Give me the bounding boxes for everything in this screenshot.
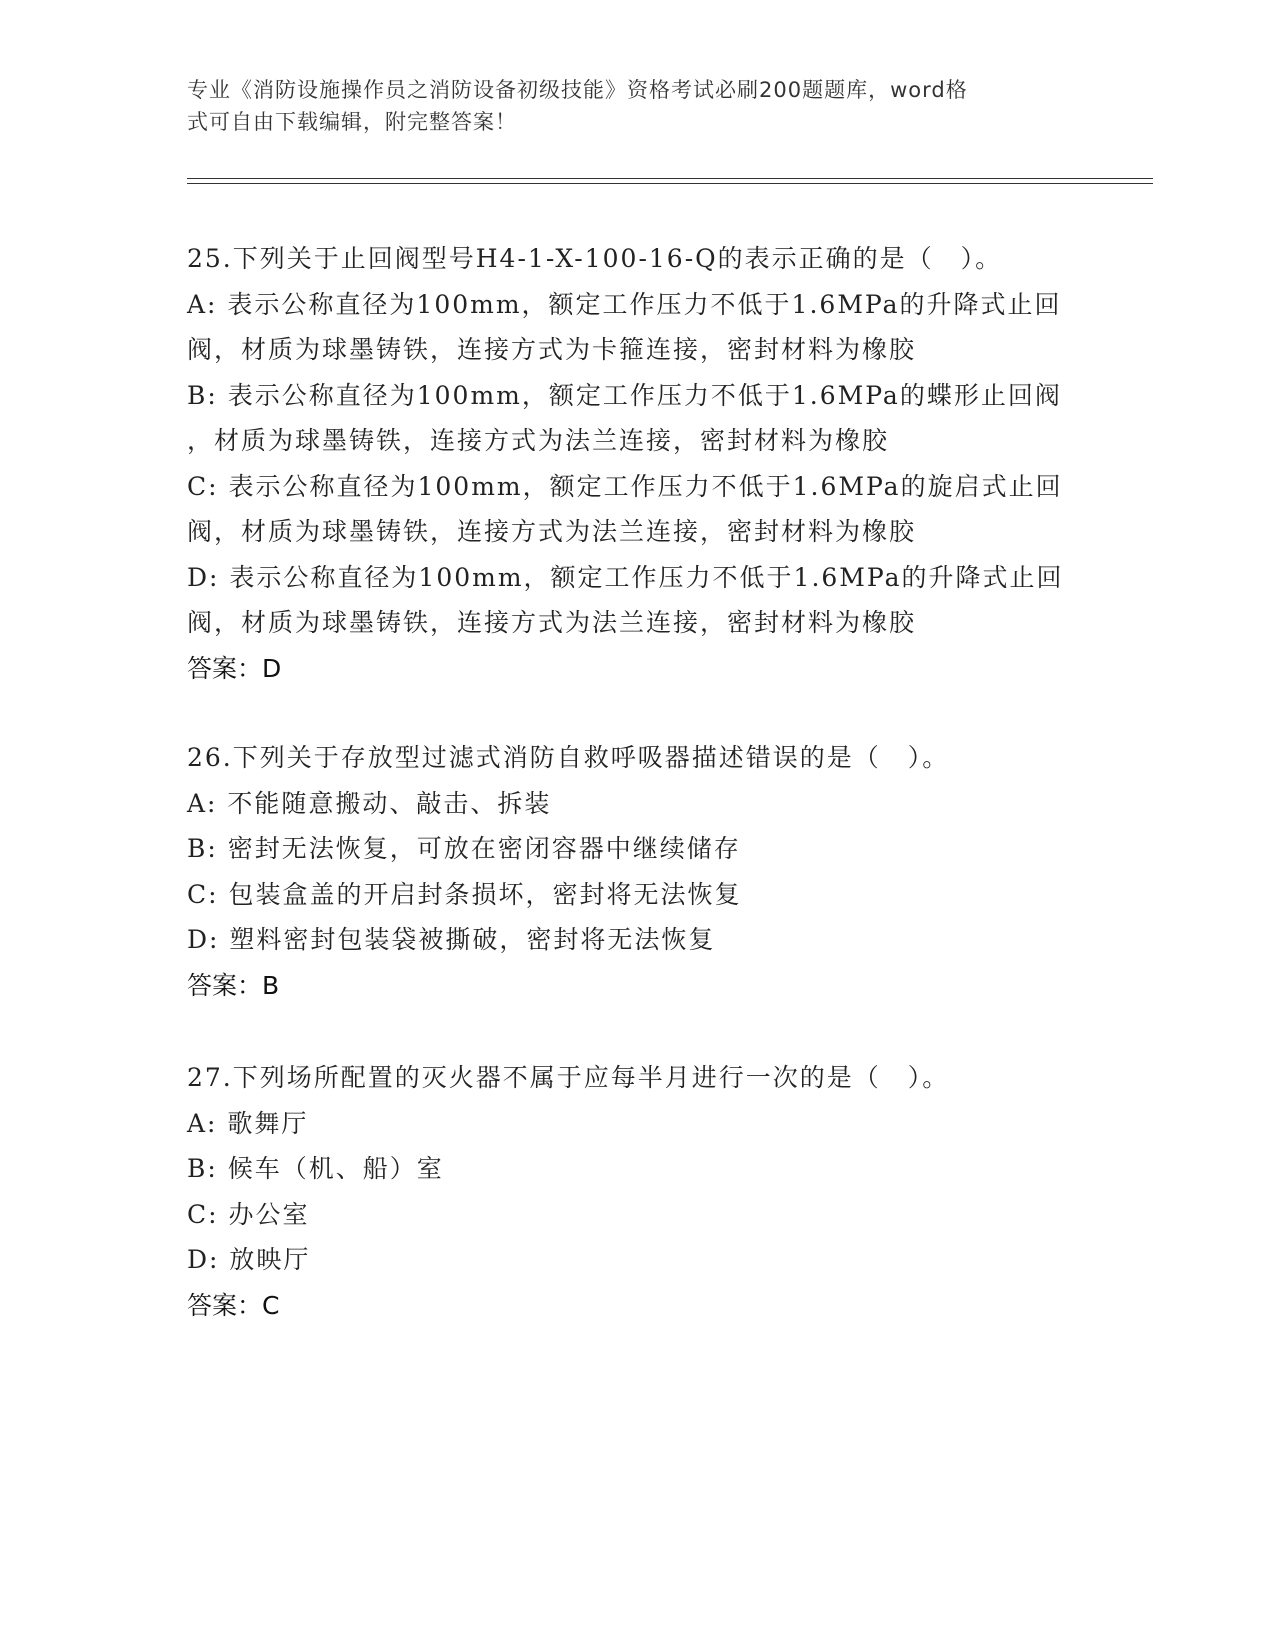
- answer-label: 答案：C: [187, 1290, 280, 1320]
- question-25: [187, 236, 1087, 691]
- option-line: 阀，材质为球墨铸铁，连接方式为卡箍连接，密封材料为橡胶: [187, 335, 917, 364]
- question-26: [187, 735, 1087, 1008]
- header-line-2: 式可自由下载编辑，附完整答案！: [187, 110, 517, 134]
- option-line: A: 不能随意搬动、敲击、拆装: [187, 788, 552, 818]
- option-line: 阀，材质为球墨铸铁，连接方式为法兰连接，密封材料为橡胶: [187, 517, 917, 546]
- option-line: C: 包装盒盖的开启封条损坏，密封将无法恢复: [187, 879, 742, 909]
- question-stem: 27.下列场所配置的灭火器不属于应每半月进行一次的是（ ）。: [187, 1063, 950, 1092]
- option-line: D: 表示公称直径为100mm，额定工作压力不低于1.6MPa的升降式止回: [187, 562, 1064, 592]
- question-stem: 25.下列关于止回阀型号H4-1-X-100-16-Q的表示正确的是（ ）。: [187, 244, 1003, 273]
- option-line: D: 塑料密封包装袋被撕破，密封将无法恢复: [187, 925, 716, 954]
- header-line-1: 专业《消防设施操作员之消防设备初级技能》资格考试必刷200题题库，word格: [187, 78, 968, 102]
- header-divider-top: [187, 178, 1153, 179]
- option-line: ，材质为球墨铸铁，连接方式为法兰连接，密封材料为橡胶: [187, 426, 890, 455]
- option-line: D: 放映厅: [187, 1245, 311, 1274]
- option-line: A: 歌舞厅: [187, 1108, 309, 1138]
- answer-label: 答案：D: [187, 653, 282, 683]
- option-line: C: 办公室: [187, 1199, 310, 1229]
- option-line: 阀，材质为球墨铸铁，连接方式为法兰连接，密封材料为橡胶: [187, 608, 917, 637]
- option-line: B: 表示公称直径为100mm，额定工作压力不低于1.6MPa的蝶形止回阀: [187, 380, 1062, 410]
- question-27: [187, 1055, 1087, 1328]
- option-line: B: 候车（机、船）室: [187, 1154, 444, 1183]
- answer-label: 答案：B: [187, 970, 280, 1000]
- document-header: [187, 74, 1077, 138]
- option-line: A: 表示公称直径为100mm，额定工作压力不低于1.6MPa的升降式止回: [187, 289, 1062, 319]
- option-line: C: 表示公称直径为100mm，额定工作压力不低于1.6MPa的旋启式止回: [187, 471, 1063, 501]
- question-stem: 26.下列关于存放型过滤式消防自救呼吸器描述错误的是（ ）。: [187, 743, 950, 772]
- header-divider-bottom: [187, 183, 1153, 184]
- option-line: B: 密封无法恢复，可放在密闭容器中继续储存: [187, 834, 741, 863]
